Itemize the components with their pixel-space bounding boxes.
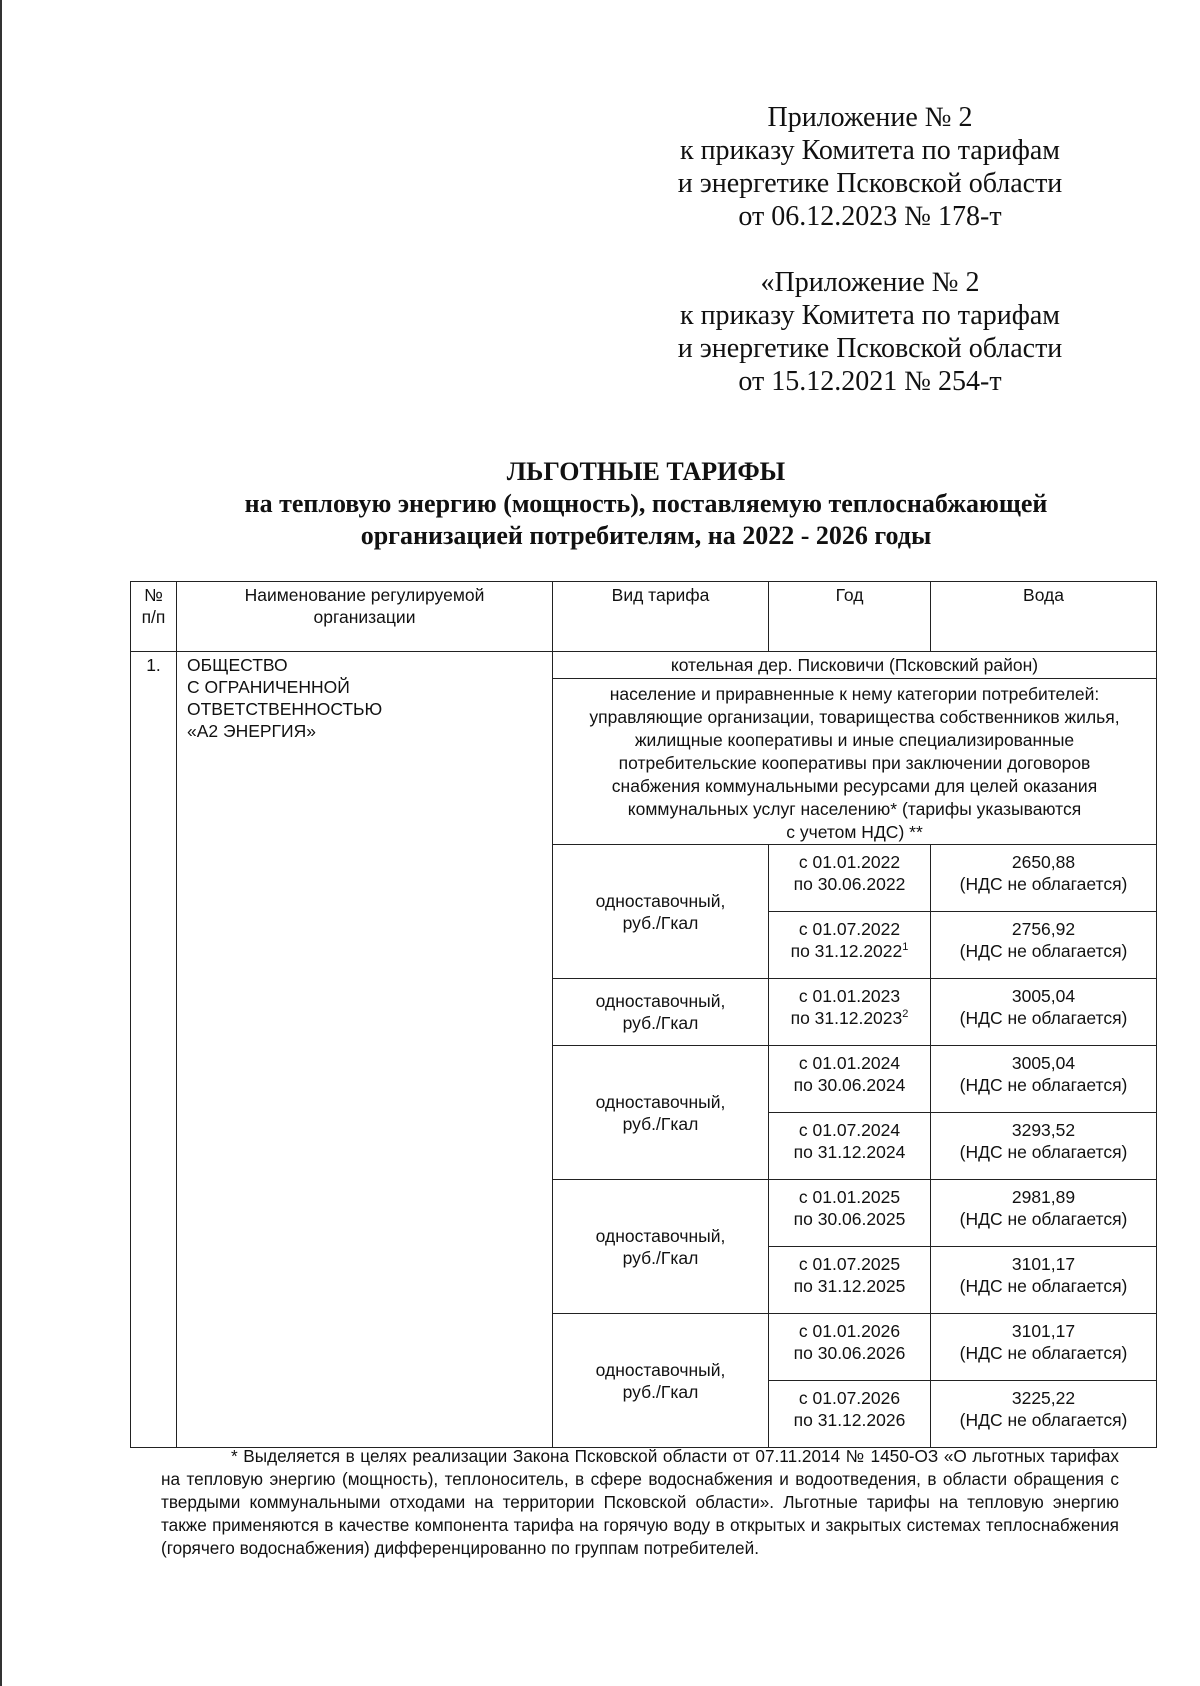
title-line: ЛЬГОТНЫЕ ТАРИФЫ <box>506 457 786 486</box>
tariff-kind: одноставочный, руб./Гкал <box>553 1314 769 1448</box>
tariffs-table <box>130 581 1157 1448</box>
header-line: к приказу Комитета по тарифам <box>679 300 1061 331</box>
period-cell: с 01.07.2025 по 31.12.2025 <box>769 1247 931 1314</box>
tariff-value-cell: 3101,17 (НДС не облагается) <box>931 1314 1157 1381</box>
header-line: «Приложение № 2 <box>760 267 980 298</box>
tariff-value-cell: 3101,17 (НДС не облагается) <box>931 1247 1157 1314</box>
header-line: и энергетике Псковской области <box>677 333 1063 364</box>
header-line: к приказу Комитета по тарифам <box>679 135 1061 166</box>
header-tariff-type: Вид тарифа <box>553 582 769 652</box>
title-line: организацией потребителям, на 2022 - 2026 годы <box>360 521 932 550</box>
header-line: от 06.12.2023 № 178-т <box>738 201 1002 232</box>
header-year: Год <box>769 582 931 652</box>
tariff-value-cell: 2756,92 (НДС не облагается) <box>931 912 1157 979</box>
page-left-edge <box>0 0 2 1686</box>
period-cell: с 01.01.2026 по 30.06.2026 <box>769 1314 931 1381</box>
tariff-value-cell: 3293,52 (НДС не облагается) <box>931 1113 1157 1180</box>
period-cell: с 01.01.2023 по 31.12.2023$^2$ <box>769 979 931 1046</box>
document-title <box>130 456 1162 552</box>
header-water: Вода <box>931 582 1157 652</box>
organization-name: ОБЩЕСТВО С ОГРАНИЧЕННОЙ ОТВЕТСТВЕННОСТЬЮ «А2 ЭНЕРГИЯ» <box>177 652 553 1448</box>
period-cell: с 01.01.2022 по 30.06.2022 <box>769 845 931 912</box>
tariff-value-cell: 3005,04 (НДС не облагается) <box>931 979 1157 1046</box>
tariff-value-cell: 2650,88 (НДС не облагается) <box>931 845 1157 912</box>
header-line: и энергетике Псковской области <box>677 168 1063 199</box>
tariff-kind: одноставочный, руб./Гкал <box>553 1046 769 1180</box>
header-line: от 15.12.2021 № 254-т <box>738 366 1002 397</box>
consumer-category: население и приравненные к нему категории потребителей: управляющие организации, товарищества собственников жилья, жилищные кооперативы и иные специализированные потребительские кооперативы при заключении договоров снабжения коммунальными ресурсами для целей оказания коммунальных услуг населению* (тарифы указываются с учетом НДС) ** <box>553 679 1157 845</box>
tariff-value-cell: 3005,04 (НДС не облагается) <box>931 1046 1157 1113</box>
header-line: Приложение № 2 <box>767 102 973 133</box>
period-cell: с 01.01.2024 по 30.06.2024 <box>769 1046 931 1113</box>
tariff-value-cell: 3225,22 (НДС не облагается) <box>931 1381 1157 1448</box>
period-cell: с 01.01.2025 по 30.06.2025 <box>769 1180 931 1247</box>
tariff-kind: одноставочный, руб./Гкал <box>553 1180 769 1314</box>
header-number: № п/п <box>131 582 177 652</box>
title-line: на тепловую энергию (мощность), поставляемую теплоснабжающей <box>244 489 1048 518</box>
tariff-value-cell: 2981,89 (НДС не облагается) <box>931 1180 1157 1247</box>
footnote: * Выделяется в целях реализации Закона Псковской области от 07.11.2014 № 1450-ОЗ «О льготных тарифах на тепловую энергию (мощность), теплоноситель, в сфере водоснабжения и водоотведения, в области обращения с твердыми коммунальными отходами на территории Псковской области». Льготные тарифы на тепловую энергию также применяются в качестве компонента тарифа на горячую воду в открытых и закрытых системах теплоснабжения (горячего водоснабжения) дифференцированно по группам потребителей. <box>161 1446 1119 1558</box>
table-header-row <box>131 582 1157 652</box>
tariff-kind: одноставочный, руб./Гкал <box>553 845 769 979</box>
amendment-header <box>660 101 1080 233</box>
period-cell: с 01.07.2022 по 31.12.2022$^1$ <box>769 912 931 979</box>
boiler-location: котельная дер. Писковичи (Псковский район) <box>553 652 1157 679</box>
original-header <box>660 266 1080 398</box>
period-cell: с 01.07.2024 по 31.12.2024 <box>769 1113 931 1180</box>
header-organization: Наименование регулируемой организации <box>177 582 553 652</box>
row-number: 1. <box>131 652 177 1448</box>
tariff-kind: одноставочный, руб./Гкал <box>553 979 769 1046</box>
table-row <box>131 652 1157 679</box>
period-cell: с 01.07.2026 по 31.12.2026 <box>769 1381 931 1448</box>
